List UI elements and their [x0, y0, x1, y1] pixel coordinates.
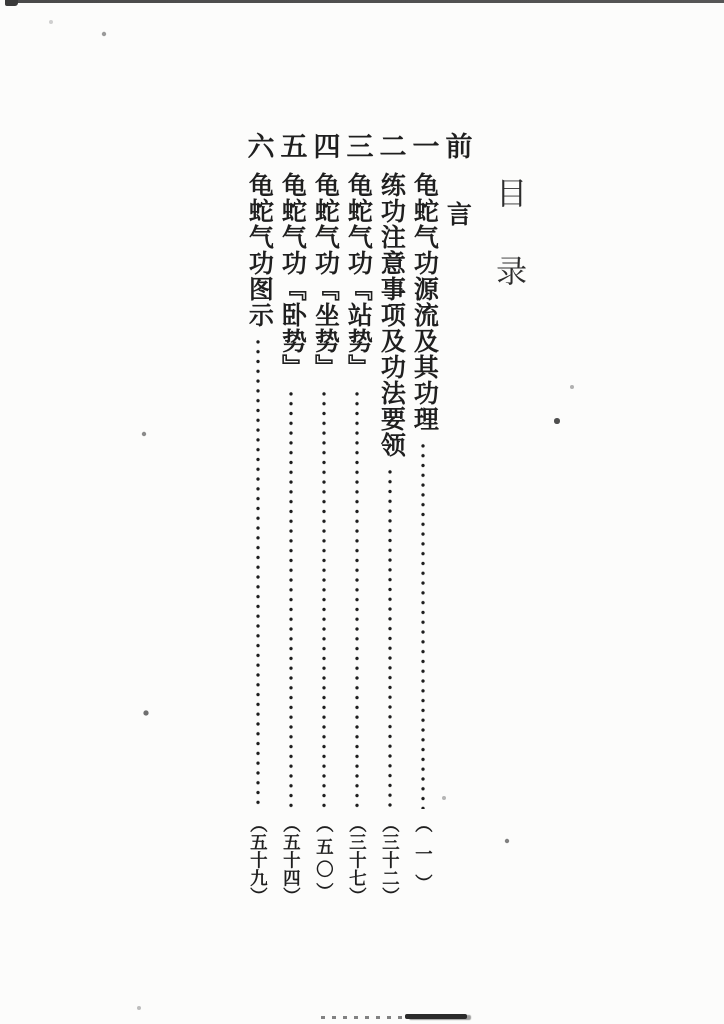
dot-leader	[387, 467, 393, 809]
entry-number: 一	[408, 132, 439, 159]
toc-entry-3	[343, 132, 371, 905]
entry-page-number: ︵三十七︶	[347, 815, 368, 905]
entry-title: 龟蛇气功源流及其功理	[410, 172, 438, 432]
entry-page-number: ︵五十四︶	[281, 815, 302, 905]
entry-number: 三	[342, 132, 373, 159]
dot-leader	[354, 389, 360, 809]
toc-entry-5	[277, 132, 305, 905]
toc-entry-1	[409, 132, 437, 905]
entry-page-number: ︵五十九︶	[248, 815, 269, 905]
scan-bottom-smudge-dark	[405, 1014, 467, 1019]
entry-title: 练功注意事项及功法要领	[377, 172, 405, 458]
entry-number: 六	[243, 132, 274, 159]
scan-top-edge-line	[0, 0, 724, 3]
dot-leader	[288, 389, 294, 809]
entry-number: 五	[276, 132, 307, 159]
toc-entry-preface	[442, 132, 470, 905]
dot-leader	[321, 389, 327, 809]
entry-number: 四	[309, 132, 340, 159]
toc-entry-2	[376, 132, 404, 905]
scan-corner-blob	[5, 0, 18, 6]
page-heading: 目录	[491, 177, 527, 333]
scan-noise-specks	[0, 0, 2, 2]
entry-number: 前	[441, 132, 472, 159]
scan-bottom-smudge-light	[321, 1016, 407, 1019]
entry-title: 龟蛇气功图示	[245, 172, 273, 328]
entry-title: 龟蛇气功『站势』	[344, 172, 372, 380]
entry-number: 二	[375, 132, 406, 159]
entry-title: 言	[443, 201, 471, 227]
entry-page-number: ︵三十二︶	[380, 815, 401, 905]
toc-entry-4	[310, 132, 338, 905]
entry-title: 龟蛇气功『坐势』	[311, 172, 339, 380]
table-of-contents	[239, 132, 470, 905]
dot-leader	[420, 441, 426, 809]
toc-entry-6	[244, 132, 272, 905]
entry-page-number: ︵一︶	[413, 815, 434, 904]
entry-title: 龟蛇气功『卧势』	[278, 172, 306, 380]
dot-leader	[255, 337, 261, 809]
entry-page-number: ︵五〇︶	[314, 815, 335, 905]
